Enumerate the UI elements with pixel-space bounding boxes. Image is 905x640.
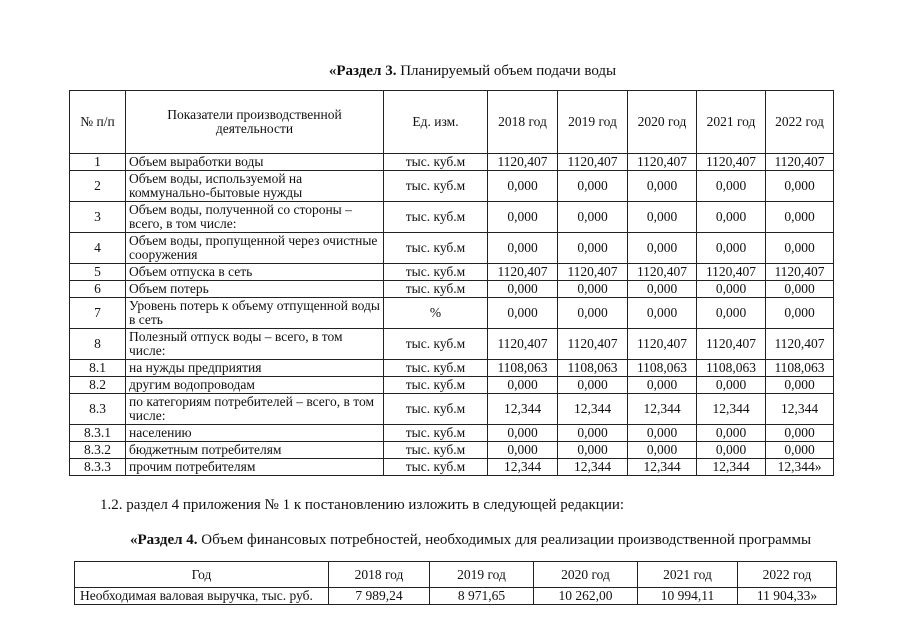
row-value: 12,344 [558, 394, 628, 425]
row-indicator: бюджетным потребителям [126, 442, 384, 459]
row-value: 1120,407 [697, 329, 766, 360]
row-num: 8.3 [70, 394, 126, 425]
row-num: 6 [70, 281, 126, 298]
section4-value-cell: 10 994,11 [638, 588, 738, 605]
row-value: 1120,407 [766, 264, 834, 281]
section3-row [70, 233, 834, 264]
section4-header-row [75, 562, 837, 588]
row-value: 0,000 [697, 442, 766, 459]
row-value: 1108,063 [628, 360, 697, 377]
row-indicator: Уровень потерь к объему отпущенной воды в сеть [126, 298, 384, 329]
row-unit: % [384, 298, 488, 329]
row-value: 1120,407 [488, 154, 558, 171]
row-value: 0,000 [558, 377, 628, 394]
row-num: 7 [70, 298, 126, 329]
section4-value-cell: 8 971,65 [430, 588, 534, 605]
row-value: 0,000 [488, 281, 558, 298]
row-value: 1120,407 [488, 264, 558, 281]
header-year: 2022 год [766, 91, 834, 154]
amendment-paragraph: 1.2. раздел 4 приложения № 1 к постановлению изложить в следующей редакции: [100, 497, 625, 513]
row-indicator: Объем потерь [126, 281, 384, 298]
row-indicator: Полезный отпуск воды – всего, в том числе: [126, 329, 384, 360]
row-value: 0,000 [766, 202, 834, 233]
section3-table [69, 90, 834, 476]
row-unit: тыс. куб.м [384, 394, 488, 425]
header-unit: Ед. изм. [384, 91, 488, 154]
row-value: 0,000 [558, 442, 628, 459]
section4-value-cell: 11 904,33» [738, 588, 837, 605]
row-value: 0,000 [697, 425, 766, 442]
section3-header-row [70, 91, 834, 154]
section4-table [74, 561, 837, 605]
row-value: 0,000 [488, 171, 558, 202]
row-unit: тыс. куб.м [384, 329, 488, 360]
section3-row [70, 281, 834, 298]
row-value: 0,000 [558, 425, 628, 442]
row-value: 12,344 [628, 459, 697, 476]
row-num: 8.3.1 [70, 425, 126, 442]
section4-header-cell: 2019 год [430, 562, 534, 588]
row-value: 1120,407 [628, 154, 697, 171]
row-unit: тыс. куб.м [384, 442, 488, 459]
header-num: № п/п [70, 91, 126, 154]
row-value: 1108,063 [766, 360, 834, 377]
row-value: 1120,407 [697, 154, 766, 171]
row-num: 8.3.3 [70, 459, 126, 476]
row-indicator: на нужды предприятия [126, 360, 384, 377]
row-num: 8.2 [70, 377, 126, 394]
row-value: 0,000 [628, 377, 697, 394]
section3-title-bold: «Раздел 3. [328, 63, 397, 79]
row-num: 8.1 [70, 360, 126, 377]
section3-row [70, 394, 834, 425]
row-indicator: по категориям потребителей – всего, в том числе: [126, 394, 384, 425]
section4-value-cell: 10 262,00 [534, 588, 638, 605]
row-value: 0,000 [628, 298, 697, 329]
row-value: 0,000 [488, 377, 558, 394]
row-num: 3 [70, 202, 126, 233]
row-indicator: другим водопроводам [126, 377, 384, 394]
row-num: 1 [70, 154, 126, 171]
row-value: 1120,407 [766, 329, 834, 360]
row-unit: тыс. куб.м [384, 459, 488, 476]
section4-header-cell: 2018 год [329, 562, 430, 588]
row-num: 8 [70, 329, 126, 360]
header-year: 2018 год [488, 91, 558, 154]
header-year: 2021 год [697, 91, 766, 154]
row-value: 0,000 [766, 281, 834, 298]
section4-title-text: Объем финансовых потребностей, необходимых для реализации производственной программы [197, 532, 812, 548]
row-indicator: Объем воды, полученной со стороны – всего, в том числе: [126, 202, 384, 233]
row-unit: тыс. куб.м [384, 154, 488, 171]
row-value: 0,000 [766, 425, 834, 442]
row-value: 0,000 [697, 171, 766, 202]
row-value: 1120,407 [558, 264, 628, 281]
header-year: 2019 год [558, 91, 628, 154]
section4-row-label: Необходимая валовая выручка, тыс. руб. [75, 588, 329, 605]
row-value: 0,000 [488, 298, 558, 329]
row-indicator: Объем выработки воды [126, 154, 384, 171]
section4-value-cell: 7 989,24 [329, 588, 430, 605]
row-value: 0,000 [628, 442, 697, 459]
row-value: 12,344 [488, 459, 558, 476]
section4-header-cell: 2021 год [638, 562, 738, 588]
row-value: 0,000 [488, 202, 558, 233]
row-value: 12,344 [766, 394, 834, 425]
row-indicator: прочим потребителям [126, 459, 384, 476]
row-unit: тыс. куб.м [384, 202, 488, 233]
row-value: 0,000 [628, 202, 697, 233]
row-unit: тыс. куб.м [384, 281, 488, 298]
section3-row [70, 425, 834, 442]
row-unit: тыс. куб.м [384, 264, 488, 281]
row-indicator: Объем воды, используемой на коммунально-бытовые нужды [126, 171, 384, 202]
row-value: 1120,407 [628, 329, 697, 360]
row-value: 0,000 [697, 298, 766, 329]
section4-header-cell: 2020 год [534, 562, 638, 588]
section4-title-bold: «Раздел 4. [129, 532, 198, 548]
row-value: 1120,407 [697, 264, 766, 281]
section4-value-row [75, 588, 837, 605]
section3-row [70, 171, 834, 202]
section3-row [70, 154, 834, 171]
row-value: 0,000 [697, 202, 766, 233]
header-indicator: Показатели производственной деятельности [126, 91, 384, 154]
section3-row [70, 442, 834, 459]
row-value: 0,000 [558, 233, 628, 264]
row-value: 0,000 [558, 202, 628, 233]
row-value: 0,000 [697, 377, 766, 394]
row-value: 12,344 [558, 459, 628, 476]
row-value: 0,000 [558, 171, 628, 202]
row-value: 0,000 [697, 281, 766, 298]
section3-row [70, 329, 834, 360]
row-value: 1120,407 [558, 329, 628, 360]
row-value: 1108,063 [697, 360, 766, 377]
row-value: 0,000 [488, 442, 558, 459]
row-value: 0,000 [558, 298, 628, 329]
row-indicator: Объем воды, пропущенной через очистные сооружения [126, 233, 384, 264]
row-num: 8.3.2 [70, 442, 126, 459]
row-unit: тыс. куб.м [384, 425, 488, 442]
row-value: 0,000 [488, 233, 558, 264]
row-value: 0,000 [628, 425, 697, 442]
section3-row [70, 298, 834, 329]
row-unit: тыс. куб.м [384, 171, 488, 202]
section3-row [70, 377, 834, 394]
row-value: 1120,407 [766, 154, 834, 171]
row-value: 1108,063 [558, 360, 628, 377]
row-num: 2 [70, 171, 126, 202]
section4-header-cell: 2022 год [738, 562, 837, 588]
section3-row [70, 459, 834, 476]
row-value: 0,000 [766, 442, 834, 459]
section3-row [70, 264, 834, 281]
row-value: 12,344 [697, 394, 766, 425]
row-indicator: Объем отпуска в сеть [126, 264, 384, 281]
row-num: 4 [70, 233, 126, 264]
section3-title [20, 62, 905, 80]
row-value: 0,000 [628, 171, 697, 202]
row-value: 12,344 [628, 394, 697, 425]
row-unit: тыс. куб.м [384, 377, 488, 394]
section3-row [70, 202, 834, 233]
row-value: 0,000 [488, 425, 558, 442]
row-value: 0,000 [766, 377, 834, 394]
row-indicator: населению [126, 425, 384, 442]
header-year: 2020 год [628, 91, 697, 154]
row-value: 0,000 [628, 281, 697, 298]
row-value: 0,000 [697, 233, 766, 264]
section4-title [18, 531, 905, 549]
row-value: 1108,063 [488, 360, 558, 377]
row-value: 1120,407 [628, 264, 697, 281]
row-value: 1120,407 [558, 154, 628, 171]
row-value: 0,000 [766, 171, 834, 202]
row-value: 12,344 [488, 394, 558, 425]
row-value: 0,000 [766, 233, 834, 264]
row-value: 12,344» [766, 459, 834, 476]
section3-title-text: Планируемый объем подачи воды [396, 63, 617, 79]
row-unit: тыс. куб.м [384, 360, 488, 377]
row-value: 0,000 [766, 298, 834, 329]
row-value: 0,000 [628, 233, 697, 264]
row-value: 0,000 [558, 281, 628, 298]
section4-header-cell: Год [75, 562, 329, 588]
row-unit: тыс. куб.м [384, 233, 488, 264]
row-value: 12,344 [697, 459, 766, 476]
section3-row [70, 360, 834, 377]
row-num: 5 [70, 264, 126, 281]
row-value: 1120,407 [488, 329, 558, 360]
